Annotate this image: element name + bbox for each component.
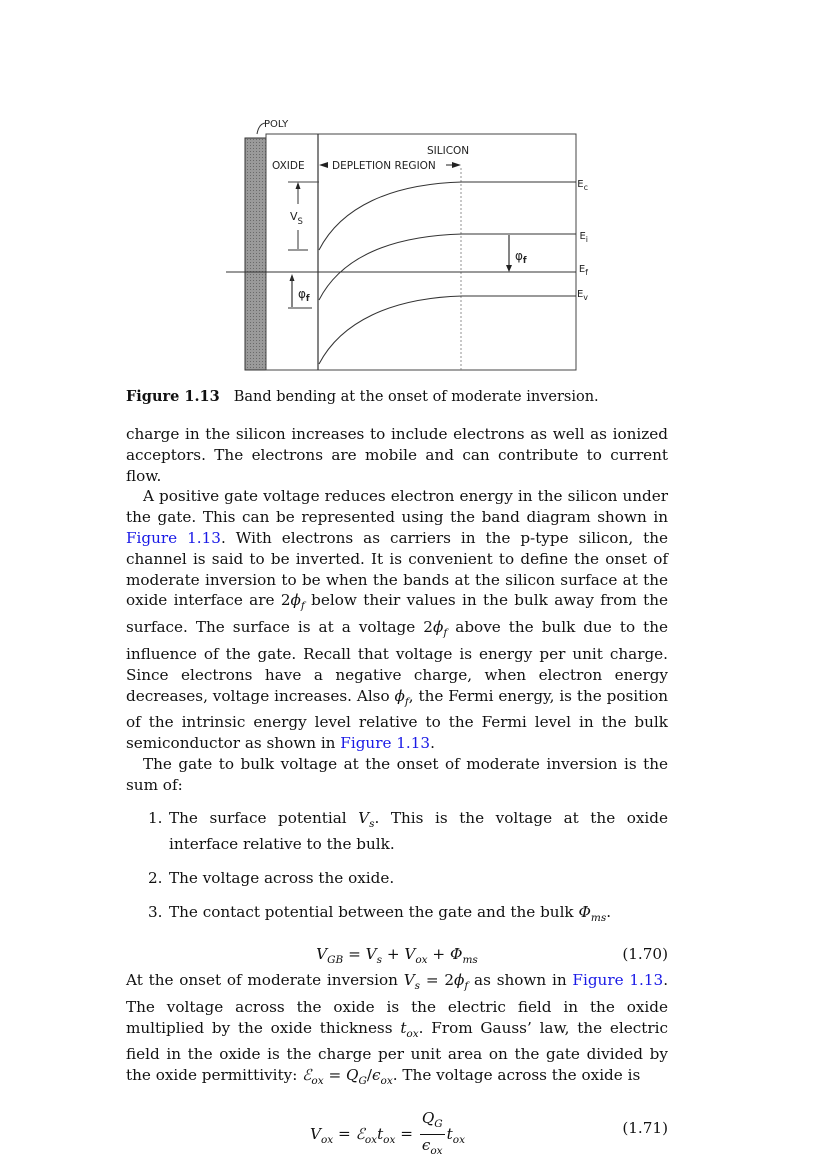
phi-f-right-label: $\varphi_f$ — [515, 249, 527, 266]
figure-link[interactable]: Figure 1.13 — [126, 528, 221, 547]
list-item: 3. The contact potential between the gate and the bulk $\Phi_{ms}$. — [148, 903, 612, 925]
caption-label: Figure 1.13 — [126, 388, 220, 405]
paragraph-1: charge in the silicon increases to include electrons as well as ionized acceptors. The electrons are mobile and can contribute to current flow. — [126, 425, 668, 485]
vs-arrow-head — [296, 182, 301, 189]
paragraph-4: At the onset of moderate inversion $V_s = 2\phi_f$ as shown in Figure 1.13. The voltage across the oxide is the electric field in the oxide multiplied by the oxide thickness $t_{ox}$. From Gauss’ law, the electric field in the oxide is the charge per unit area on the gate divided by the oxide permittivity: ℰ$_{ox}$ = $Q_G/\epsilon_{ox}$. The voltage across the oxide is — [126, 970, 669, 1088]
intrinsic-level-ei — [319, 234, 576, 300]
ef-label: $E_f$ — [578, 264, 588, 277]
conduction-band-ec — [319, 182, 576, 250]
depletion-label: DEPLETION REGION — [332, 160, 436, 172]
phi-f-left-label: $\varphi_f$ — [298, 287, 310, 304]
sum-list — [126, 808, 668, 929]
poly-gate-region — [245, 138, 266, 370]
silicon-label: SILICON — [427, 145, 470, 157]
caption-text: Band bending at the onset of moderate inversion. — [233, 389, 599, 405]
equation-number: (1.71) — [622, 1118, 668, 1137]
ei-label: $E_i$ — [579, 231, 588, 244]
oxide-label: OXIDE — [272, 160, 305, 172]
ec-label: $E_c$ — [577, 179, 588, 192]
figure-link[interactable]: Figure 1.13 — [572, 970, 664, 989]
equation-1-70 — [126, 942, 668, 968]
equation-1-71 — [126, 1100, 668, 1162]
equation-number: (1.70) — [622, 944, 668, 963]
equation-expression: $V_{ox}$ = $ℰ_{ox}t_{ox}$ = $\frac{Q_G}{\epsilon_{ox}}$ $t_{ox}$ — [310, 1108, 466, 1158]
paragraph-2: A positive gate voltage reduces electron energy in the silicon under the gate. This can be represented using the band diagram shown in Figure 1.13. With electrons as carriers in the p-type silicon, the channel is said to be inverted. It is convenient to define the onset of moderate inversion to be when the bands at the silicon surface at the oxide interface are $2\phi_f$ below their values in the bulk away from the surface. The surface is at a voltage $2\phi_f$ above the bulk due to the influence of the gate. Recall that voltage is energy per unit charge. Since electrons have a negative charge, when electron energy decreases, voltage increases. Also $\phi_f$, the Fermi energy, is the position of the intrinsic energy level relative to the Fermi level in the bulk semiconductor as shown in Figure 1.13. — [126, 487, 669, 753]
body-text — [126, 424, 668, 1162]
list-item: 2. The voltage across the oxide. — [148, 869, 395, 888]
vs-label: $V_S$ — [290, 210, 303, 227]
phi-f-right-arrow-head — [506, 265, 512, 272]
poly-label: POLY — [264, 119, 289, 130]
figure-link[interactable]: Figure 1.13 — [340, 734, 431, 753]
paragraph-3: The gate to bulk voltage at the onset of moderate inversion is the sum of: — [126, 755, 668, 794]
valence-band-ev — [319, 296, 576, 364]
depletion-arrow-left — [319, 162, 328, 168]
band-diagram-figure — [226, 112, 586, 374]
depletion-arrow-right — [452, 162, 461, 168]
equation-expression: $V_{GB} = V_s + V_{ox} + \Phi_{ms}$ — [316, 944, 478, 966]
list-item: 1. The surface potential $V_s$. This is the voltage at the oxide interface relative to the bulk. — [148, 808, 668, 854]
figure-caption — [126, 388, 686, 406]
ev-label: $E_v$ — [576, 289, 588, 302]
